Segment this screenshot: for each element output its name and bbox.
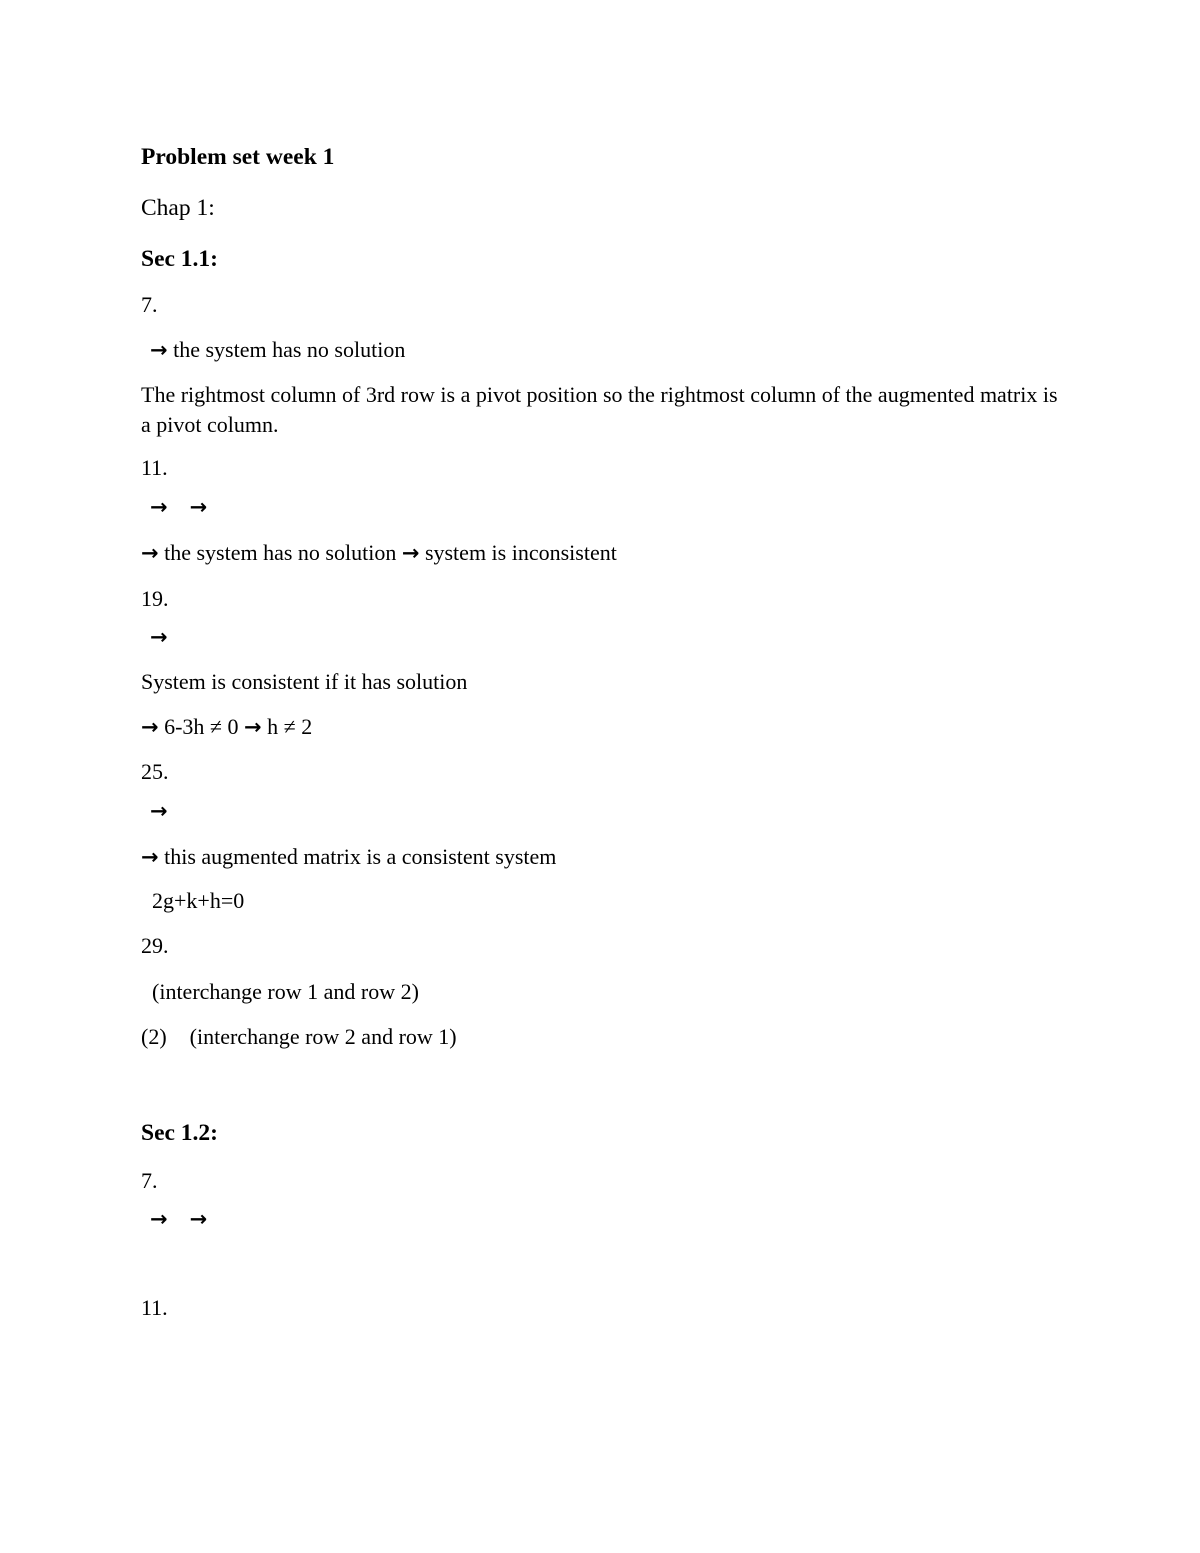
- arrow-right-icon: →: [189, 495, 208, 519]
- arrow-right-icon: →: [150, 799, 168, 823]
- problem-number: 7.: [141, 292, 158, 317]
- problem-number: 7.: [141, 1168, 158, 1193]
- chapter-heading: Chap 1:: [141, 195, 215, 221]
- problem-number: 11.: [141, 455, 168, 480]
- section-heading-1-2: Sec 1.2:: [141, 1120, 219, 1146]
- section-heading-1-1: Sec 1.1:: [141, 246, 219, 272]
- problem-number: 19.: [141, 586, 169, 611]
- answer-text: the system has no solution: [164, 540, 397, 565]
- statement-text: System is consistent if it has solution: [141, 669, 468, 694]
- arrow-row: [150, 796, 168, 826]
- arrow-row: [150, 1204, 207, 1234]
- problem-number: 11.: [141, 1295, 168, 1320]
- answer-line: [141, 842, 556, 872]
- arrow-right-icon: →: [141, 845, 159, 869]
- page-title: Problem set week 1: [141, 144, 335, 170]
- condition-text: 6-3h ≠ 0: [164, 714, 239, 739]
- arrow-right-icon: →: [150, 625, 168, 649]
- step-label: (2): [141, 1024, 167, 1049]
- step-line: [141, 1022, 457, 1052]
- arrow-right-icon: →: [150, 1207, 168, 1231]
- answer-text: system is inconsistent: [424, 540, 617, 565]
- arrow-right-icon: →: [244, 715, 262, 739]
- answer-line: [141, 712, 312, 742]
- arrow-row: [150, 492, 207, 522]
- arrow-right-icon: →: [189, 1207, 208, 1231]
- answer-text: the system has no solution: [173, 337, 406, 362]
- arrow-right-icon: →: [141, 541, 159, 565]
- arrow-right-icon: →: [141, 715, 159, 739]
- arrow-right-icon: →: [150, 338, 168, 362]
- answer-text: this augmented matrix is a consistent system: [164, 844, 557, 869]
- explanation-paragraph: The rightmost column of 3rd row is a pivot position so the rightmost column of the augmented matrix is a pivot column.: [141, 382, 1058, 437]
- step-text: (interchange row 1 and row 2): [152, 979, 419, 1004]
- answer-line: [150, 335, 405, 365]
- arrow-row: [150, 622, 168, 652]
- arrow-right-icon: →: [401, 541, 420, 565]
- arrow-right-icon: →: [150, 495, 168, 519]
- answer-line: [141, 538, 617, 568]
- problem-number: 29.: [141, 933, 169, 958]
- problem-number: 25.: [141, 759, 169, 784]
- equation-text: 2g+k+h=0: [152, 888, 245, 913]
- condition-text: h ≠ 2: [267, 714, 313, 739]
- step-text: (interchange row 2 and row 1): [189, 1024, 457, 1049]
